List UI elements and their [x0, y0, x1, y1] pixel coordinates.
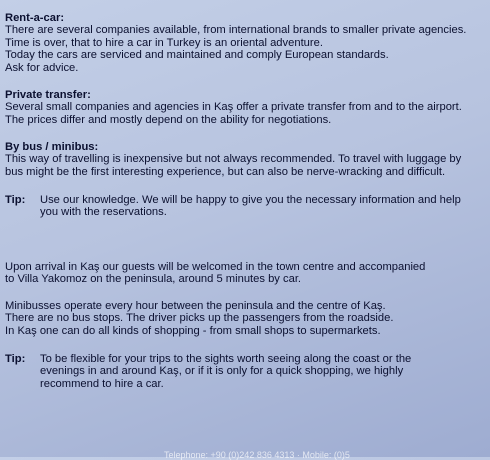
- tip-text-line: Use our knowledge. We will be happy to give you the necessary information and help: [40, 194, 461, 206]
- private-transfer-line: The prices differ and mostly depend on the ability for negotiations.: [5, 113, 332, 126]
- tip-label: Tip:: [5, 353, 26, 365]
- rent-a-car-line: There are several companies available, from international brands to smaller private agencies.: [5, 24, 467, 37]
- minibus-paragraph: [5, 300, 490, 337]
- bus-line: bus might be the first interesting experience, but can also be nerve-wracking and difficult.: [5, 165, 446, 178]
- bus-line: This way of travelling is inexpensive but not always recommended. To travel with luggage by: [5, 153, 462, 166]
- private-transfer-heading: Private transfer:: [5, 89, 91, 101]
- rent-a-car-section: [5, 12, 490, 74]
- footer-contact: Telephone: +90 (0)242 836 4313 · Mobile: (0)5: [164, 450, 350, 460]
- rent-a-car-line: Ask for advice.: [5, 61, 79, 74]
- tip-text-line: evenings in and around Kaş, or if it is only for a quick shopping, we highly: [40, 365, 404, 378]
- rent-a-car-heading: Rent-a-car:: [5, 12, 65, 24]
- minibus-line: Minibusses operate every hour between the peninsula and the centre of Kaş.: [5, 300, 386, 312]
- tip-text-line: recommend to hire a car.: [40, 377, 164, 390]
- arrival-paragraph: [5, 261, 490, 286]
- bus-heading: By bus / minibus:: [5, 141, 99, 153]
- tip-label: Tip:: [5, 194, 26, 206]
- tip-text-line: To be flexible for your trips to the sights worth seeing along the coast or the: [40, 353, 412, 365]
- rent-a-car-line: Today the cars are serviced and maintained and comply European standards.: [5, 49, 389, 62]
- tip-knowledge: [5, 194, 490, 219]
- bus-section: [5, 141, 490, 178]
- minibus-line: In Kaş one can do all kinds of shopping - from small shops to supermarkets.: [5, 324, 381, 337]
- tip-text-line: you with the reservations.: [40, 206, 167, 219]
- rent-a-car-line: Time is over, that to hire a car in Turkey is an oriental adventure.: [5, 36, 323, 49]
- arrival-line: to Villa Yakomoz on the peninsula, around 5 minutes by car.: [5, 273, 302, 286]
- private-transfer-section: [5, 89, 490, 126]
- arrival-line: Upon arrival in Kaş our guests will be welcomed in the town centre and accompanied: [5, 261, 426, 273]
- tip-hire-car: [5, 353, 490, 390]
- minibus-line: There are no bus stops. The driver picks up the passengers from the roadside.: [5, 312, 394, 325]
- private-transfer-line: Several small companies and agencies in Kaş offer a private transfer from and to the airport.: [5, 101, 462, 114]
